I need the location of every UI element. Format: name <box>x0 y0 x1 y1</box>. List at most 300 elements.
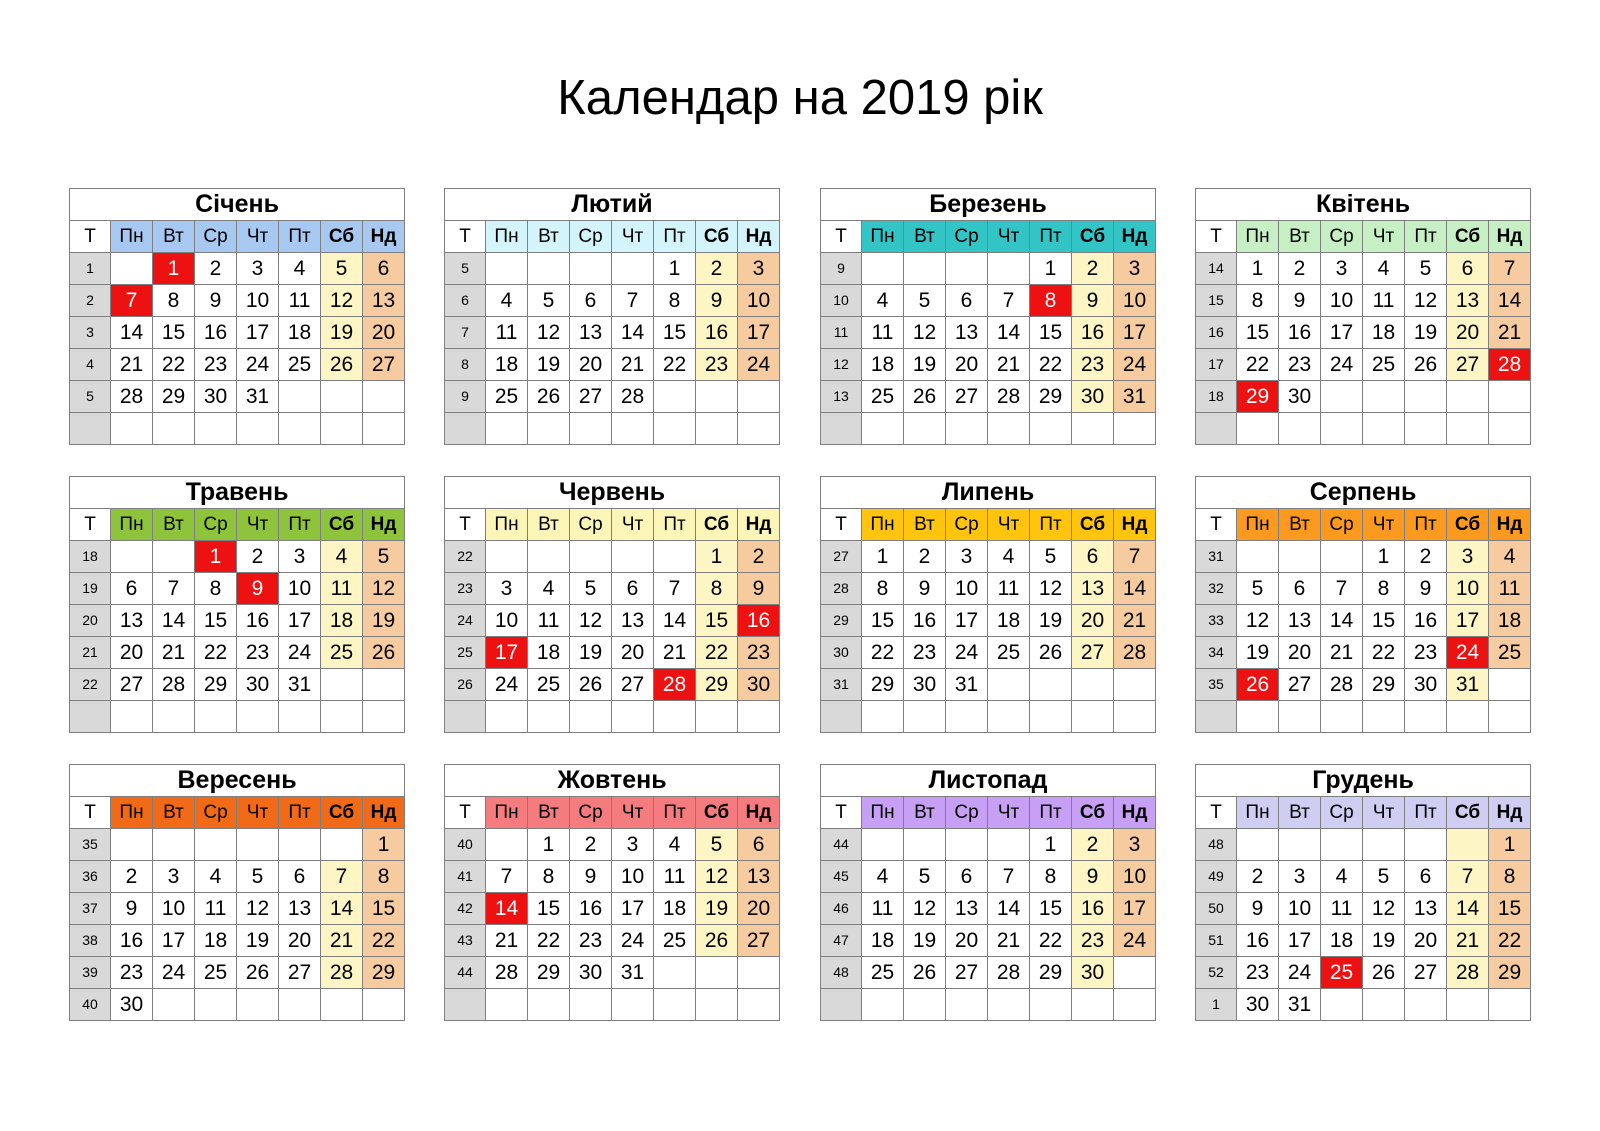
weekday-header: Вт <box>153 797 195 829</box>
day-cell <box>111 413 153 445</box>
day-cell: 17 <box>1321 317 1363 349</box>
day-cell <box>1072 413 1114 445</box>
day-cell: 8 <box>1237 285 1279 317</box>
week-number: 5 <box>445 253 486 285</box>
weekday-header: Пн <box>111 797 153 829</box>
day-cell: 19 <box>237 925 279 957</box>
day-cell: 23 <box>1072 349 1114 381</box>
day-cell: 4 <box>279 253 321 285</box>
day-cell: 29 <box>153 381 195 413</box>
day-cell: 21 <box>1489 317 1531 349</box>
day-cell: 22 <box>153 349 195 381</box>
day-cell: 19 <box>904 349 946 381</box>
day-cell: 3 <box>612 829 654 861</box>
day-cell <box>1363 701 1405 733</box>
day-cell: 31 <box>946 669 988 701</box>
day-cell: 16 <box>1072 317 1114 349</box>
day-cell <box>1405 989 1447 1021</box>
day-cell: 17 <box>279 605 321 637</box>
day-cell <box>612 253 654 285</box>
day-cell: 1 <box>363 829 405 861</box>
day-cell: 6 <box>570 285 612 317</box>
day-cell: 11 <box>321 573 363 605</box>
day-cell: 25 <box>654 925 696 957</box>
weekday-header: Пн <box>486 509 528 541</box>
day-cell: 8 <box>153 285 195 317</box>
weekday-header: Нд <box>1114 797 1156 829</box>
day-cell: 9 <box>696 285 738 317</box>
week-row <box>821 701 1156 733</box>
week-number: 24 <box>445 605 486 637</box>
day-cell: 4 <box>1489 541 1531 573</box>
day-cell: 1 <box>528 829 570 861</box>
day-cell: 17 <box>1114 893 1156 925</box>
day-cell: 25 <box>1321 957 1363 989</box>
day-cell: 1 <box>1030 829 1072 861</box>
day-cell <box>654 989 696 1021</box>
day-cell: 19 <box>696 893 738 925</box>
day-cell: 20 <box>612 637 654 669</box>
month-calendar <box>1195 476 1531 733</box>
day-cell: 23 <box>1405 637 1447 669</box>
day-cell <box>612 413 654 445</box>
week-row <box>70 861 405 893</box>
day-cell: 31 <box>279 669 321 701</box>
day-cell <box>612 989 654 1021</box>
day-cell: 6 <box>1405 861 1447 893</box>
day-cell: 28 <box>612 381 654 413</box>
week-number: 40 <box>445 829 486 861</box>
day-cell: 5 <box>321 253 363 285</box>
weekday-header: Пн <box>1237 797 1279 829</box>
day-cell: 24 <box>1447 637 1489 669</box>
day-cell <box>988 253 1030 285</box>
day-cell: 26 <box>1030 637 1072 669</box>
weekday-header: Сб <box>1072 797 1114 829</box>
day-cell <box>862 253 904 285</box>
day-cell: 12 <box>904 317 946 349</box>
week-number: 41 <box>445 861 486 893</box>
day-cell: 9 <box>904 573 946 605</box>
day-cell: 28 <box>486 957 528 989</box>
week-number: 44 <box>821 829 862 861</box>
week-row <box>1196 925 1531 957</box>
week-number: 35 <box>70 829 111 861</box>
day-cell: 2 <box>904 541 946 573</box>
day-cell <box>1072 701 1114 733</box>
day-cell: 5 <box>1030 541 1072 573</box>
week-row <box>1196 317 1531 349</box>
day-cell: 2 <box>111 861 153 893</box>
day-cell: 31 <box>1114 381 1156 413</box>
week-row <box>70 637 405 669</box>
day-cell: 24 <box>738 349 780 381</box>
day-cell: 7 <box>486 861 528 893</box>
day-cell: 16 <box>195 317 237 349</box>
day-cell: 27 <box>1279 669 1321 701</box>
week-row <box>70 893 405 925</box>
day-cell <box>1447 829 1489 861</box>
day-cell: 27 <box>1072 637 1114 669</box>
week-number: 30 <box>821 637 862 669</box>
day-cell: 14 <box>612 317 654 349</box>
day-cell <box>153 541 195 573</box>
weekday-header: Ср <box>946 797 988 829</box>
week-row <box>1196 701 1531 733</box>
day-cell: 5 <box>904 285 946 317</box>
day-cell <box>988 669 1030 701</box>
week-number: 20 <box>70 605 111 637</box>
day-cell <box>988 989 1030 1021</box>
day-cell: 10 <box>1114 285 1156 317</box>
day-cell: 25 <box>988 637 1030 669</box>
week-row <box>1196 253 1531 285</box>
day-cell: 14 <box>153 605 195 637</box>
week-number: 46 <box>821 893 862 925</box>
day-cell: 13 <box>111 605 153 637</box>
day-cell <box>1114 989 1156 1021</box>
day-cell: 23 <box>237 637 279 669</box>
week-row <box>1196 349 1531 381</box>
day-cell: 13 <box>738 861 780 893</box>
week-number <box>821 989 862 1021</box>
day-cell <box>237 701 279 733</box>
day-cell: 30 <box>1405 669 1447 701</box>
weekday-header: Сб <box>1447 797 1489 829</box>
day-cell <box>486 253 528 285</box>
day-cell <box>363 701 405 733</box>
day-cell <box>528 989 570 1021</box>
week-row <box>821 957 1156 989</box>
week-row <box>445 253 780 285</box>
day-cell: 1 <box>654 253 696 285</box>
month-calendar <box>444 764 780 1021</box>
day-cell <box>946 253 988 285</box>
day-cell <box>321 381 363 413</box>
day-cell: 26 <box>904 381 946 413</box>
day-cell: 22 <box>654 349 696 381</box>
day-cell <box>111 253 153 285</box>
day-cell <box>738 989 780 1021</box>
week-row <box>821 253 1156 285</box>
week-number: 44 <box>445 957 486 989</box>
day-cell: 17 <box>1447 605 1489 637</box>
weekday-header: Пн <box>486 797 528 829</box>
day-cell: 13 <box>612 605 654 637</box>
day-cell: 19 <box>904 925 946 957</box>
week-row <box>1196 893 1531 925</box>
day-cell <box>1114 669 1156 701</box>
day-cell <box>1405 701 1447 733</box>
weekday-header: Пт <box>654 797 696 829</box>
day-cell: 10 <box>1321 285 1363 317</box>
day-cell <box>237 989 279 1021</box>
day-cell: 11 <box>1489 573 1531 605</box>
day-cell: 18 <box>862 349 904 381</box>
day-cell: 7 <box>654 573 696 605</box>
day-cell <box>862 413 904 445</box>
week-number-header: Т <box>445 509 486 541</box>
week-number: 16 <box>1196 317 1237 349</box>
day-cell: 15 <box>528 893 570 925</box>
day-cell: 21 <box>111 349 153 381</box>
month-name: Квітень <box>1196 189 1531 221</box>
day-cell: 30 <box>195 381 237 413</box>
week-number: 4 <box>70 349 111 381</box>
day-cell: 18 <box>862 925 904 957</box>
day-cell: 12 <box>904 893 946 925</box>
day-cell: 8 <box>654 285 696 317</box>
day-cell <box>195 989 237 1021</box>
day-cell: 24 <box>237 349 279 381</box>
month-name: Грудень <box>1196 765 1531 797</box>
day-cell: 17 <box>946 605 988 637</box>
day-cell: 15 <box>1237 317 1279 349</box>
week-number: 31 <box>1196 541 1237 573</box>
day-cell <box>321 669 363 701</box>
day-cell: 11 <box>862 317 904 349</box>
day-cell: 4 <box>654 829 696 861</box>
day-cell: 14 <box>1114 573 1156 605</box>
day-cell <box>1030 413 1072 445</box>
day-cell <box>1279 701 1321 733</box>
week-number-header: Т <box>821 509 862 541</box>
weekday-header: Пн <box>862 797 904 829</box>
day-cell: 6 <box>1279 573 1321 605</box>
weekday-header: Ср <box>1321 509 1363 541</box>
day-cell: 3 <box>1321 253 1363 285</box>
day-cell: 15 <box>195 605 237 637</box>
day-cell: 25 <box>486 381 528 413</box>
week-row <box>821 989 1156 1021</box>
day-cell: 2 <box>696 253 738 285</box>
day-cell: 26 <box>237 957 279 989</box>
day-cell: 6 <box>946 285 988 317</box>
day-cell: 19 <box>1405 317 1447 349</box>
day-cell: 9 <box>237 573 279 605</box>
week-row <box>1196 637 1531 669</box>
weekday-header: Чт <box>237 509 279 541</box>
day-cell: 25 <box>1363 349 1405 381</box>
week-number: 28 <box>821 573 862 605</box>
day-cell: 29 <box>862 669 904 701</box>
day-cell: 5 <box>363 541 405 573</box>
weekday-header: Ср <box>195 797 237 829</box>
month-calendar <box>444 188 780 445</box>
week-row <box>445 285 780 317</box>
weekday-header: Ср <box>195 221 237 253</box>
day-cell <box>111 541 153 573</box>
week-number-header: Т <box>70 221 111 253</box>
week-number: 51 <box>1196 925 1237 957</box>
day-cell: 13 <box>1447 285 1489 317</box>
weekday-header: Сб <box>321 221 363 253</box>
day-cell: 21 <box>1114 605 1156 637</box>
weekday-header: Чт <box>988 509 1030 541</box>
day-cell: 7 <box>1114 541 1156 573</box>
day-cell <box>1489 989 1531 1021</box>
day-cell: 25 <box>279 349 321 381</box>
month-calendar <box>444 476 780 733</box>
day-cell <box>321 701 363 733</box>
week-row <box>70 701 405 733</box>
day-cell: 10 <box>612 861 654 893</box>
day-cell: 1 <box>1030 253 1072 285</box>
day-cell <box>654 413 696 445</box>
day-cell: 9 <box>570 861 612 893</box>
day-cell <box>237 413 279 445</box>
day-cell: 17 <box>1279 925 1321 957</box>
day-cell: 25 <box>321 637 363 669</box>
day-cell: 16 <box>1279 317 1321 349</box>
week-number: 52 <box>1196 957 1237 989</box>
day-cell: 5 <box>696 829 738 861</box>
weekday-header: Нд <box>363 797 405 829</box>
week-number-header: Т <box>821 797 862 829</box>
day-cell <box>279 829 321 861</box>
week-row <box>1196 861 1531 893</box>
day-cell: 5 <box>1237 573 1279 605</box>
weekday-header: Вт <box>528 509 570 541</box>
day-cell <box>363 381 405 413</box>
week-number: 31 <box>821 669 862 701</box>
day-cell <box>486 413 528 445</box>
weekday-header: Чт <box>237 797 279 829</box>
week-row <box>1196 957 1531 989</box>
week-row <box>445 669 780 701</box>
day-cell <box>654 381 696 413</box>
day-cell: 16 <box>904 605 946 637</box>
day-cell: 11 <box>1321 893 1363 925</box>
day-cell <box>1447 701 1489 733</box>
day-cell: 23 <box>570 925 612 957</box>
day-cell <box>1072 989 1114 1021</box>
day-cell: 16 <box>237 605 279 637</box>
weekday-header: Вт <box>904 509 946 541</box>
day-cell: 20 <box>363 317 405 349</box>
day-cell: 27 <box>111 669 153 701</box>
day-cell: 21 <box>153 637 195 669</box>
day-cell: 24 <box>486 669 528 701</box>
day-cell: 19 <box>528 349 570 381</box>
day-cell <box>279 413 321 445</box>
day-cell: 25 <box>528 669 570 701</box>
weekday-header: Вт <box>904 797 946 829</box>
week-number: 5 <box>70 381 111 413</box>
week-number: 39 <box>70 957 111 989</box>
day-cell <box>279 381 321 413</box>
day-cell: 12 <box>696 861 738 893</box>
day-cell: 4 <box>321 541 363 573</box>
week-number: 38 <box>70 925 111 957</box>
day-cell <box>696 381 738 413</box>
weekday-header: Нд <box>363 221 405 253</box>
day-cell: 29 <box>696 669 738 701</box>
month-calendar <box>1195 764 1531 1021</box>
day-cell: 8 <box>363 861 405 893</box>
day-cell <box>1279 829 1321 861</box>
week-row <box>445 861 780 893</box>
page-title: Календар на 2019 рік <box>557 71 1043 125</box>
month-name: Серпень <box>1196 477 1531 509</box>
day-cell: 24 <box>1114 925 1156 957</box>
week-row <box>821 541 1156 573</box>
weekday-header: Пт <box>654 509 696 541</box>
week-row <box>1196 573 1531 605</box>
week-row <box>821 413 1156 445</box>
day-cell: 14 <box>988 317 1030 349</box>
month-calendar <box>820 476 1156 733</box>
day-cell <box>237 829 279 861</box>
day-cell <box>1489 381 1531 413</box>
day-cell: 22 <box>528 925 570 957</box>
day-cell <box>153 413 195 445</box>
day-cell <box>195 701 237 733</box>
day-cell: 20 <box>946 925 988 957</box>
day-cell: 6 <box>111 573 153 605</box>
day-cell <box>1363 829 1405 861</box>
day-cell: 22 <box>1030 349 1072 381</box>
week-number: 15 <box>1196 285 1237 317</box>
day-cell: 21 <box>1447 925 1489 957</box>
week-row <box>70 669 405 701</box>
weekday-header: Пт <box>1405 797 1447 829</box>
day-cell: 6 <box>1447 253 1489 285</box>
day-cell: 7 <box>1447 861 1489 893</box>
week-number: 12 <box>821 349 862 381</box>
weekday-header: Сб <box>696 221 738 253</box>
day-cell <box>1279 413 1321 445</box>
weekday-header: Пн <box>1237 221 1279 253</box>
day-cell <box>904 989 946 1021</box>
week-row <box>445 541 780 573</box>
week-row <box>70 989 405 1021</box>
day-cell <box>570 413 612 445</box>
day-cell: 8 <box>528 861 570 893</box>
week-number: 7 <box>445 317 486 349</box>
week-row <box>70 957 405 989</box>
day-cell: 7 <box>321 861 363 893</box>
day-cell: 21 <box>988 925 1030 957</box>
day-cell: 12 <box>1405 285 1447 317</box>
month-name: Лютий <box>445 189 780 221</box>
week-row <box>445 413 780 445</box>
week-row <box>445 989 780 1021</box>
day-cell: 2 <box>1072 829 1114 861</box>
day-cell <box>1489 669 1531 701</box>
weekday-header: Нд <box>1489 509 1531 541</box>
weekday-header: Вт <box>153 221 195 253</box>
day-cell: 12 <box>570 605 612 637</box>
day-cell: 7 <box>988 285 1030 317</box>
week-row <box>1196 285 1531 317</box>
day-cell: 11 <box>988 573 1030 605</box>
week-number: 1 <box>70 253 111 285</box>
week-row <box>1196 605 1531 637</box>
week-row <box>1196 989 1531 1021</box>
day-cell <box>862 701 904 733</box>
weekday-header: Вт <box>528 221 570 253</box>
day-cell <box>570 989 612 1021</box>
day-cell <box>738 413 780 445</box>
month-name: Травень <box>70 477 405 509</box>
weekday-header: Чт <box>988 797 1030 829</box>
day-cell: 14 <box>1447 893 1489 925</box>
weekday-header: Пт <box>654 221 696 253</box>
weekday-header: Чт <box>237 221 279 253</box>
day-cell: 18 <box>988 605 1030 637</box>
day-cell: 28 <box>654 669 696 701</box>
